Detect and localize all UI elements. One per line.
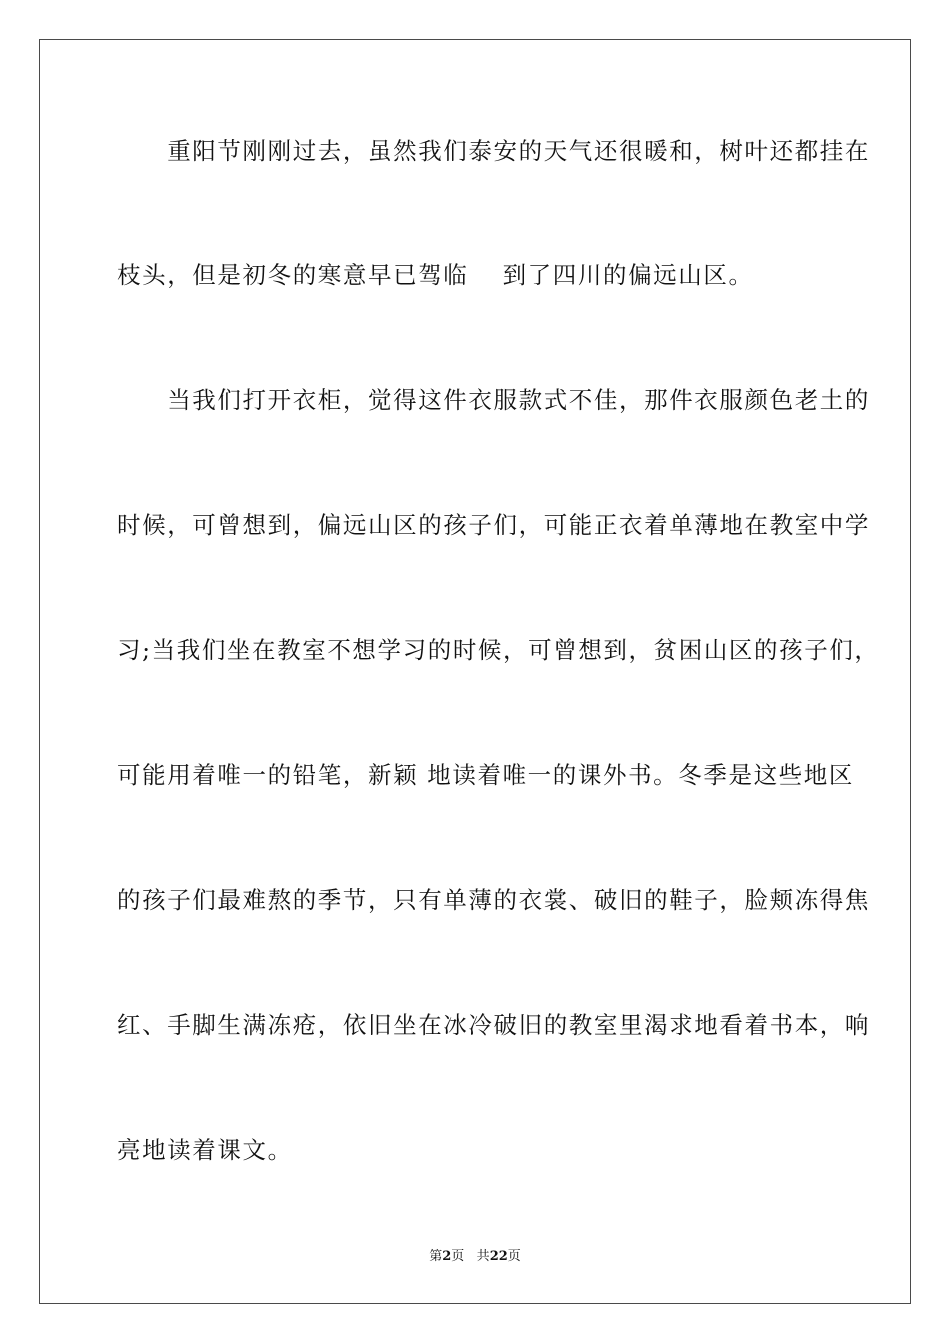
paragraph-line: 时候，可曾想到，偏远山区的孩子们，可能正衣着单薄地在教室中学 <box>117 511 870 539</box>
paragraph-line: 红、手脚生满冻疮，依旧坐在冰冷破旧的教室里渴求地看着书本，响 <box>117 1011 870 1039</box>
paragraph-line: 重阳节刚刚过去，虽然我们泰安的天气还很暖和，树叶还都挂在 <box>117 137 870 165</box>
total-pages: 22 <box>489 1249 508 1264</box>
page-footer <box>0 1248 950 1266</box>
total-prefix: 共 <box>476 1249 490 1264</box>
paragraph-line: 当我们打开衣柜，觉得这件衣服款式不佳，那件衣服颜色老土的 <box>117 386 870 414</box>
paragraph-line: 的孩子们最难熬的季节，只有单薄的衣裳、破旧的鞋子，脸颊冻得焦 <box>117 886 870 914</box>
paragraph-line: 亮地读着课文。 <box>117 1136 293 1164</box>
paragraph-line: 可能用着唯一的铅笔，新颖 地读着唯一的课外书。冬季是这些地区 <box>117 761 854 789</box>
page-number: 2 <box>442 1249 452 1264</box>
paragraph-line: 习;当我们坐在教室不想学习的时候，可曾想到，贫困山区的孩子们， <box>117 636 880 664</box>
paragraph-line: 枝头，但是初冬的寒意早已驾临 到了四川的偏远山区。 <box>117 261 754 289</box>
page-border <box>39 39 911 1304</box>
page-suffix: 页 <box>451 1249 465 1264</box>
total-suffix: 页 <box>507 1249 521 1264</box>
page-prefix: 第 <box>429 1249 443 1264</box>
